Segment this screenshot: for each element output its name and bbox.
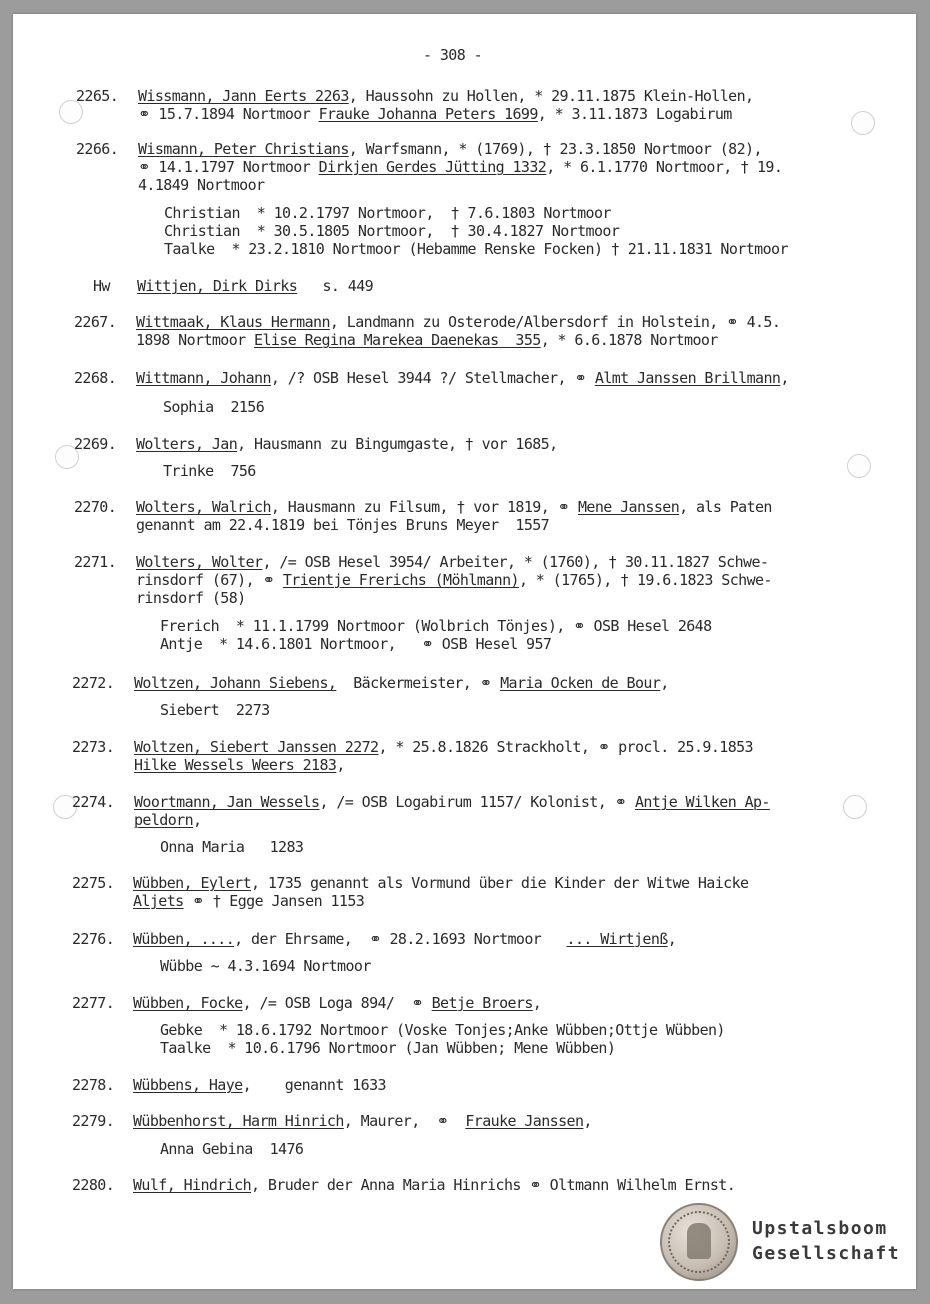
entry-text: Bäckermeister, ⚭ <box>336 674 501 692</box>
spouse-name: Almt Janssen Brillmann <box>594 369 781 387</box>
entry-text: , <box>667 930 677 948</box>
entry-number: 2269. <box>74 435 117 453</box>
entry-line <box>136 331 718 349</box>
entry-number: 2265. <box>76 87 119 105</box>
entry-line <box>138 87 753 105</box>
spouse-name: Frauke Janssen <box>465 1112 584 1130</box>
person-name: Wolters, Walrich <box>136 498 271 516</box>
child-line: Trinke 756 <box>163 462 256 480</box>
entry-text: , 1735 genannt als Vormund über die Kinder der Witwe Haicke <box>251 874 749 892</box>
child-line: Onna Maria 1283 <box>160 838 304 856</box>
person-name: Wittmann, Johann <box>136 369 271 387</box>
person-name: Wübben, .... <box>133 930 235 948</box>
entry-line <box>136 369 789 387</box>
entry-line <box>136 571 772 589</box>
entry-text: , Landmann zu Osterode/Albersdorf in Holstein, ⚭ 4.5. <box>329 313 781 331</box>
entry-number: 2266. <box>76 140 119 158</box>
person-name: Wübbenhorst, Harm Hinrich <box>133 1112 344 1130</box>
entry-line <box>136 498 772 516</box>
entry-text: , Hausmann zu Filsum, † vor 1819, ⚭ <box>270 498 578 516</box>
child-line: Gebke * 18.6.1792 Nortmoor (Voske Tonjes;Anke Wübben;Ottje Wübben) <box>160 1021 725 1039</box>
document-page <box>13 14 916 1289</box>
child-line: Taalke * 23.2.1810 Nortmoor (Hebamme Renske Focken) † 21.11.1831 Nortmoor <box>164 240 788 258</box>
spouse-name: Elise Regina Marekea Daenekas 355 <box>254 331 541 349</box>
punch-hole-icon <box>847 454 871 478</box>
upstalsboom-seal-icon <box>660 1203 738 1281</box>
person-name: Aljets <box>133 892 184 910</box>
entry-line <box>134 756 345 774</box>
page-number: - 308 - <box>423 46 483 64</box>
entry-line <box>133 874 748 892</box>
child-line: Christian * 10.2.1797 Nortmoor, † 7.6.1803 Nortmoor <box>164 204 611 222</box>
person-name: Woltzen, Siebert Janssen 2272 <box>134 738 379 756</box>
person-name: Woortmann, Jan Wessels <box>134 793 320 811</box>
entry-number: 2273. <box>72 738 115 756</box>
entry-line <box>133 1176 735 1194</box>
child-line: Sophia 2156 <box>163 398 265 416</box>
entry-number: 2271. <box>74 553 117 571</box>
child-line: Christian * 30.5.1805 Nortmoor, † 30.4.1827 Nortmoor <box>164 222 620 240</box>
entry-number: 2280. <box>72 1176 115 1194</box>
entry-number: 2270. <box>74 498 117 516</box>
person-name: Wübben, Eylert <box>133 874 252 892</box>
entry-number: 2268. <box>74 369 117 387</box>
person-name: Woltzen, Johann Siebens, <box>134 674 337 692</box>
entry-text: , /? OSB Hesel 3944 ?/ Stellmacher, ⚭ <box>270 369 595 387</box>
entry-number: 2277. <box>72 994 115 1012</box>
entry-number: Hw <box>93 277 110 295</box>
person-name: Wübbens, Haye <box>133 1076 243 1094</box>
entry-text: rinsdorf (67), ⚭ <box>136 571 283 589</box>
entry-number: 2267. <box>74 313 117 331</box>
entry-text: , genannt 1633 <box>242 1076 386 1094</box>
entry-text: , Bruder der Anna Maria Hinrichs ⚭ Oltmann Wilhelm Ernst. <box>251 1176 736 1194</box>
logo-line-1: Upstalsboom <box>752 1218 888 1239</box>
entry-text: , der Ehrsame, ⚭ 28.2.1693 Nortmoor <box>234 930 567 948</box>
child-line: Frerich * 11.1.1799 Nortmoor (Wolbrich Tönjes), ⚭ OSB Hesel 2648 <box>160 617 712 635</box>
entry-line <box>133 930 676 948</box>
entry-number: 2276. <box>72 930 115 948</box>
child-line: Siebert 2273 <box>160 701 270 719</box>
punch-hole-icon <box>851 111 875 135</box>
entry-line: rinsdorf (58) <box>136 589 246 607</box>
entry-line: genannt am 22.4.1819 bei Tönjes Bruns Meyer 1557 <box>136 516 550 534</box>
spouse-name: Frauke Johanna Peters 1699 <box>318 105 538 123</box>
entry-line <box>133 1112 592 1130</box>
entry-line: 4.1849 Nortmoor <box>138 176 265 194</box>
entry-line <box>136 313 780 331</box>
entry-text: ⚭ † Egge Jansen 1153 <box>183 892 365 910</box>
entry-text: , Haussohn zu Hollen, * 29.11.1875 Klein-Hollen, <box>348 87 754 105</box>
entry-text: , <box>660 674 669 692</box>
entry-line <box>137 277 373 295</box>
entry-line <box>134 738 753 756</box>
entry-line <box>133 892 364 910</box>
entry-text: , als Paten <box>679 498 772 516</box>
entry-line <box>134 811 201 829</box>
person-name: Wissmann, Jann Eerts 2263 <box>138 87 349 105</box>
child-line: Antje * 14.6.1801 Nortmoor, ⚭ OSB Hesel 957 <box>160 635 552 653</box>
entry-text: , * 6.6.1878 Nortmoor <box>540 331 718 349</box>
person-name: Wittmaak, Klaus Hermann <box>136 313 330 331</box>
entry-line <box>138 140 762 158</box>
entry-text: , * 3.11.1873 Logabirum <box>537 105 732 123</box>
person-name: Wittjen, Dirk Dirks <box>137 277 298 295</box>
child-line: Taalke * 10.6.1796 Nortmoor (Jan Wübben; Mene Wübben) <box>160 1039 616 1057</box>
entry-line <box>134 674 669 692</box>
entry-text: , * 6.1.1770 Nortmoor, † 19. <box>546 158 783 176</box>
entry-number: 2274. <box>72 793 115 811</box>
entry-line <box>133 994 541 1012</box>
child-line: Anna Gebina 1476 <box>160 1140 304 1158</box>
entry-text: , Warfsmann, * (1769), † 23.3.1850 Nortmoor (82), <box>348 140 762 158</box>
entry-text: , Maurer, ⚭ <box>343 1112 466 1130</box>
punch-hole-icon <box>843 795 867 819</box>
spouse-name: Betje Broers <box>431 994 533 1012</box>
entry-text: ⚭ 15.7.1894 Nortmoor <box>138 105 319 123</box>
entry-line <box>138 158 782 176</box>
spouse-name: Maria Ocken de Bour <box>500 674 661 692</box>
entry-line <box>133 1076 386 1094</box>
entry-number: 2272. <box>72 674 115 692</box>
entry-text: s. 449 <box>297 277 374 295</box>
seal-figure <box>687 1223 711 1259</box>
person-name: Wismann, Peter Christians <box>138 140 349 158</box>
spouse-name: Dirkjen Gerdes Jütting 1332 <box>318 158 547 176</box>
entry-number: 2279. <box>72 1112 115 1130</box>
entry-text: , /= OSB Hesel 3954/ Arbeiter, * (1760), † 30.11.1827 Schwe- <box>262 553 769 571</box>
entry-text: , <box>532 994 542 1012</box>
entry-text: , /= OSB Loga 894/ ⚭ <box>242 994 432 1012</box>
entry-number: 2278. <box>72 1076 115 1094</box>
entry-line <box>138 105 732 123</box>
entry-number: 2275. <box>72 874 115 892</box>
entry-text: , * 25.8.1826 Strackholt, ⚭ procl. 25.9.1853 <box>378 738 753 756</box>
entry-line <box>136 553 768 571</box>
spouse-name: Hilke Wessels Weers 2183 <box>134 756 337 774</box>
spouse-name: peldorn <box>134 811 194 829</box>
person-name: Wübben, Focke <box>133 994 243 1012</box>
person-name: Wolters, Jan <box>136 435 238 453</box>
entry-text: , Hausmann zu Bingumgaste, † vor 1685, <box>237 435 558 453</box>
entry-line <box>136 435 558 453</box>
entry-text: 1898 Nortmoor <box>136 331 255 349</box>
entry-text: , <box>583 1112 592 1130</box>
spouse-name: ... Wirtjenß <box>566 930 668 948</box>
entry-line <box>134 793 770 811</box>
entry-text: , <box>336 756 345 774</box>
logo-line-2: Gesellschaft <box>752 1243 901 1264</box>
entry-text: , * (1765), † 19.6.1823 Schwe- <box>518 571 772 589</box>
spouse-name: Antje Wilken Ap- <box>634 793 770 811</box>
person-name: Wolters, Wolter <box>136 553 263 571</box>
person-name: Wulf, Hindrich <box>133 1176 252 1194</box>
entry-text: , <box>780 369 789 387</box>
entry-text: , <box>193 811 202 829</box>
child-line: Wübbe ~ 4.3.1694 Nortmoor <box>160 957 371 975</box>
spouse-name: Trientje Frerichs (Möhlmann) <box>282 571 519 589</box>
entry-text: , /= OSB Logabirum 1157/ Kolonist, ⚭ <box>319 793 635 811</box>
spouse-name: Mene Janssen <box>577 498 680 516</box>
entry-text: ⚭ 14.1.1797 Nortmoor <box>138 158 319 176</box>
